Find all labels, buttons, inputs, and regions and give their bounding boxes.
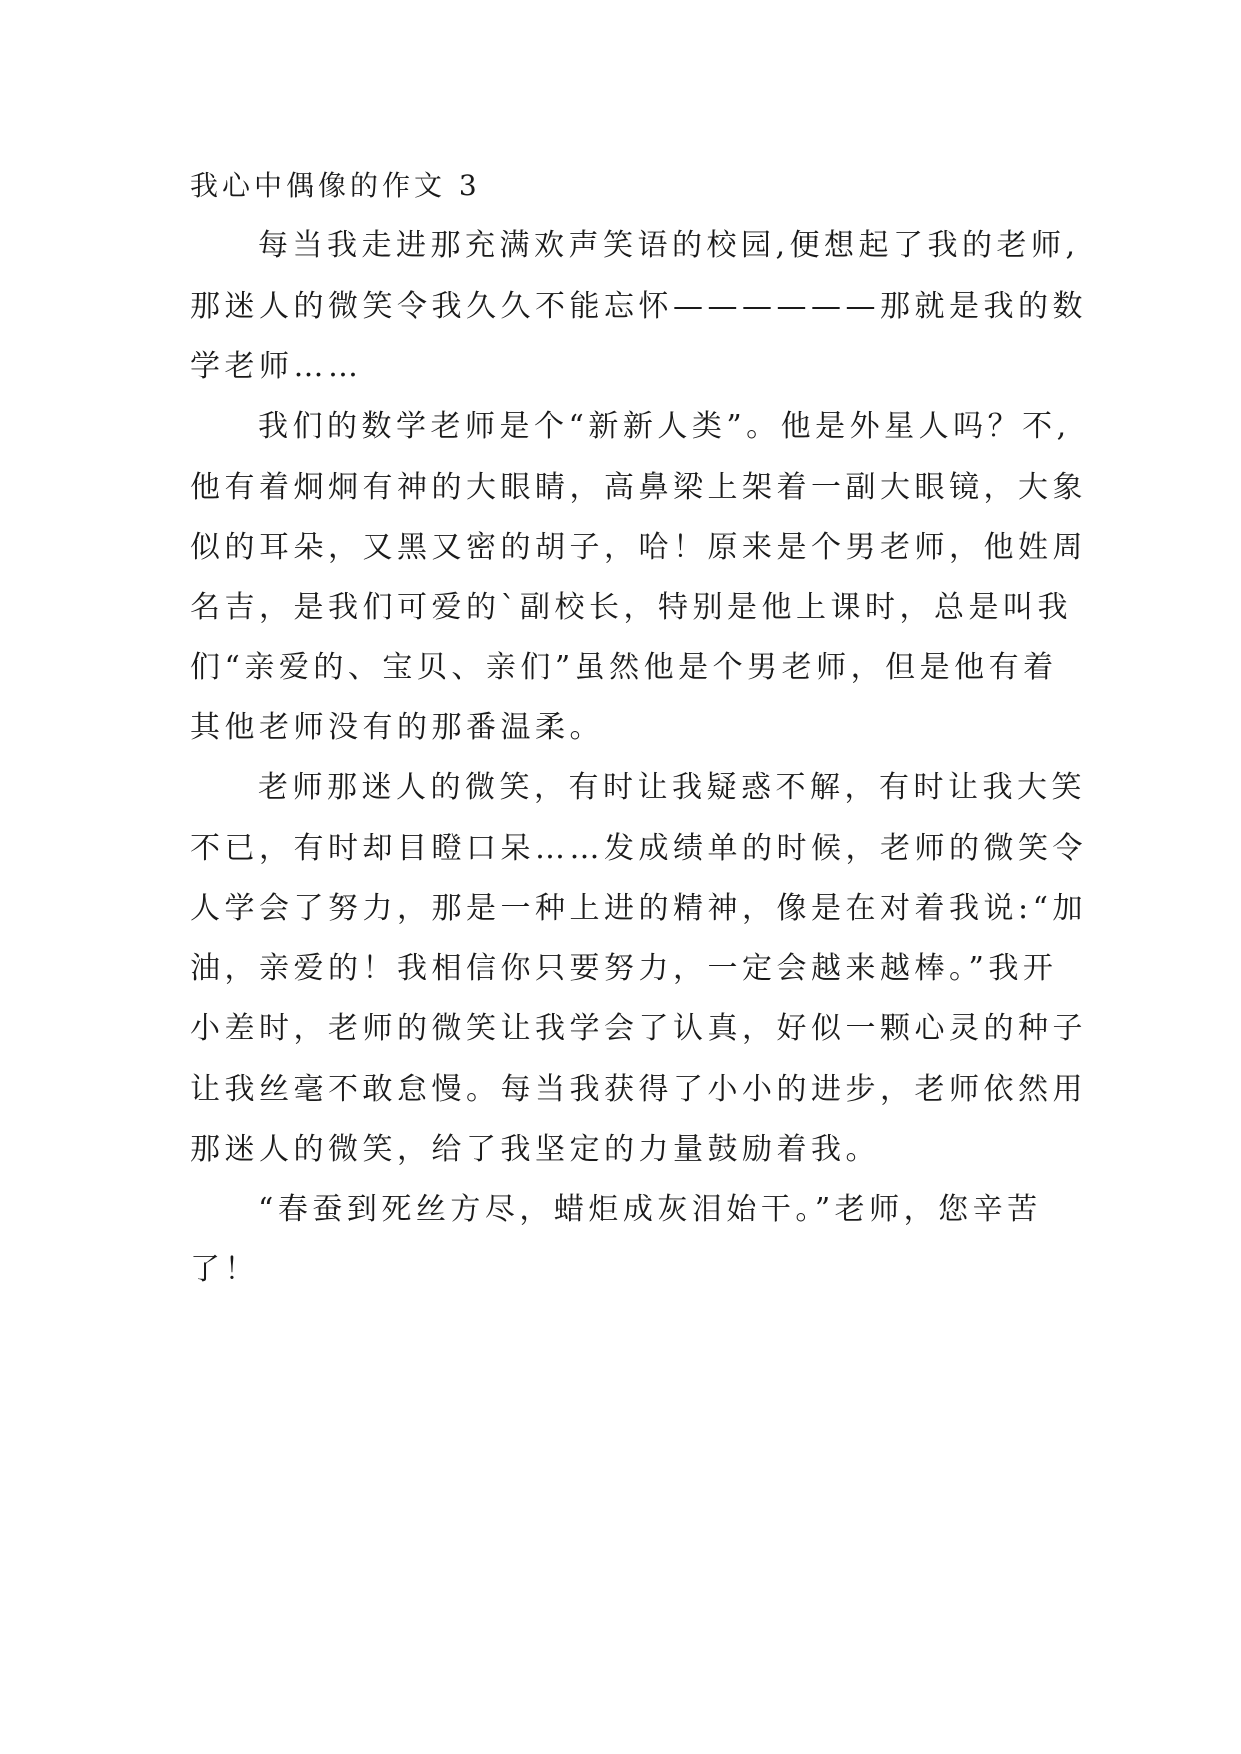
text-line: 那迷人的微笑令我久久不能忘怀——————那就是我的数 [190,289,1087,324]
text-line: 人学会了努力，那是一种上进的精神，像是在对着我说:“加 [190,891,1087,926]
text-line: 名吉，是我们可爱的`副校长，特别是他上课时，总是叫我 [190,590,1072,625]
text-line: 我们的数学老师是个“新新人类”。他是外星人吗？不, [258,409,1071,444]
text-line: 每当我走进那充满欢声笑语的校园,便想起了我的老师, [258,228,1080,263]
text-line: 学老师…… [190,349,363,384]
document-title: 我心中偶像的作文 3 [190,169,481,202]
text-line: 不已，有时却目瞪口呆……发成绩单的时候，老师的微笑令 [190,831,1087,866]
text-line: 小差时，老师的微笑让我学会了认真，好似一颗心灵的种子 [190,1011,1087,1046]
text-line: 他有着炯炯有神的大眼睛，高鼻梁上架着一副大眼镜，大象 [190,470,1087,505]
text-line: 让我丝毫不敢怠慢。每当我获得了小小的进步，老师依然用 [190,1072,1087,1107]
text-line: 们“亲爱的、宝贝、亲们”虽然他是个男老师，但是他有着 [190,650,1058,685]
text-line: 似的耳朵，又黑又密的胡子，哈！原来是个男老师，他姓周 [190,530,1087,565]
text-line: 老师那迷人的微笑，有时让我疑惑不解，有时让我大笑 [258,770,1086,805]
text-line: 其他老师没有的那番温柔。 [190,710,604,745]
text-line: 那迷人的微笑，给了我坚定的力量鼓励着我。 [190,1132,880,1167]
text-line: 了！ [190,1252,259,1287]
text-line: 油，亲爱的！我相信你只要努力，一定会越来越棒。”我开 [190,951,1058,986]
text-line: “春蚕到死丝方尽，蜡炬成灰泪始干。”老师，您辛苦 [258,1192,1042,1227]
